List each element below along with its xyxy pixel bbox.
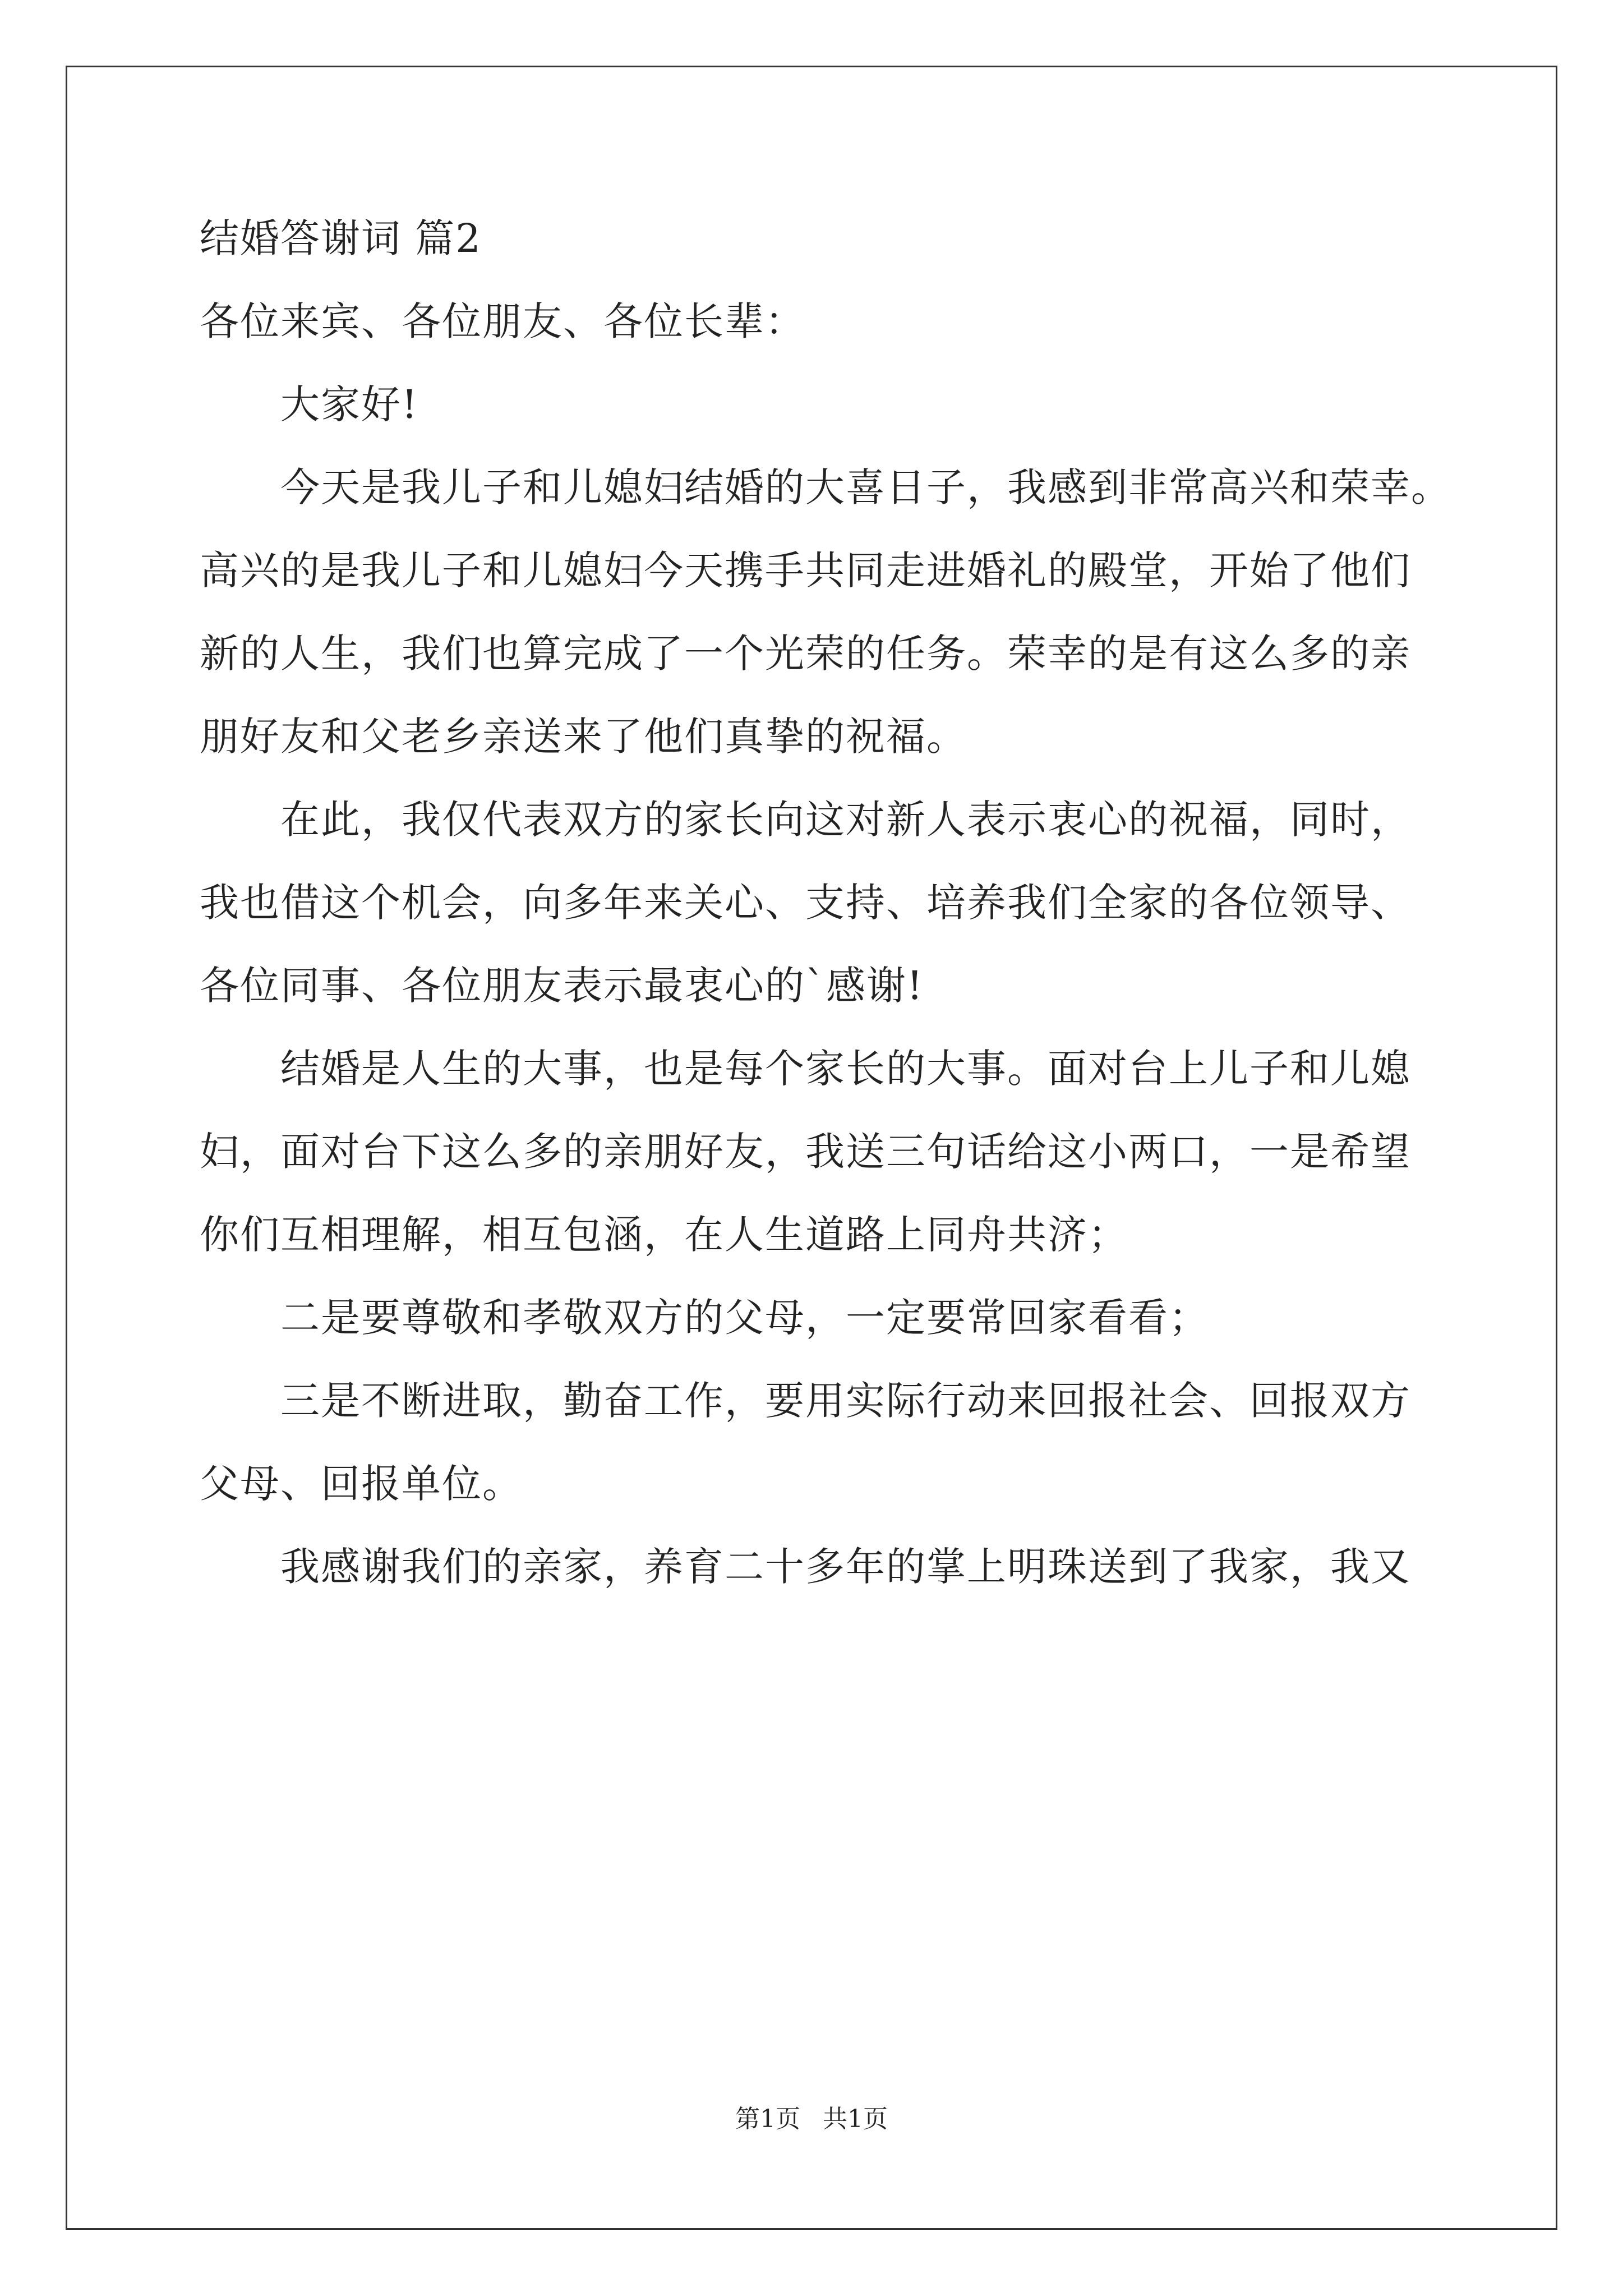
text-line: 各位同事、各位朋友表示最衷心的`感谢! — [200, 963, 924, 1009]
document-title: 结婚答谢词 篇2 — [200, 215, 482, 261]
text-line: 大家好! — [280, 381, 419, 427]
text-line: 我感谢我们的亲家，养育二十多年的掌上明珠送到了我家，我又 — [280, 1544, 1411, 1590]
text-line: 结婚是人生的大事，也是每个家长的大事。面对台上儿子和儿媳 — [280, 1046, 1411, 1092]
text-line: 父母、回报单位。 — [200, 1461, 523, 1507]
text-line: 今天是我儿子和儿媳妇结婚的大喜日子，我感到非常高兴和荣幸。 — [280, 464, 1451, 510]
page-number-total: 共1页 — [823, 2105, 888, 2133]
text-line: 我也借这个机会，向多年来关心、支持、培养我们全家的各位领导、 — [200, 880, 1411, 926]
salutation-line: 各位来宾、各位朋友、各位长辈： — [200, 298, 805, 344]
text-line: 三是不断进取，勤奋工作，要用实际行动来回报社会、回报双方 — [280, 1378, 1411, 1424]
text-line: 新的人生，我们也算完成了一个光荣的任务。荣幸的是有这么多的亲 — [200, 631, 1411, 677]
text-line: 在此，我仅代表双方的家长向这对新人表示衷心的祝福，同时， — [280, 797, 1411, 843]
page-number-current: 第1页 — [735, 2105, 800, 2133]
text-line: 你们互相理解，相互包涵，在人生道路上同舟共济； — [200, 1212, 1128, 1258]
text-line: 高兴的是我儿子和儿媳妇今天携手共同走进婚礼的殿堂，开始了他们 — [200, 547, 1411, 593]
text-line: 妇，面对台下这么多的亲朋好友，我送三句话给这小两口，一是希望 — [200, 1129, 1411, 1175]
text-line: 二是要尊敬和孝敬双方的父母，一定要常回家看看； — [280, 1295, 1209, 1341]
text-line: 朋好友和父老乡亲送来了他们真挚的祝福。 — [200, 714, 967, 760]
page-footer — [0, 2102, 1623, 2136]
